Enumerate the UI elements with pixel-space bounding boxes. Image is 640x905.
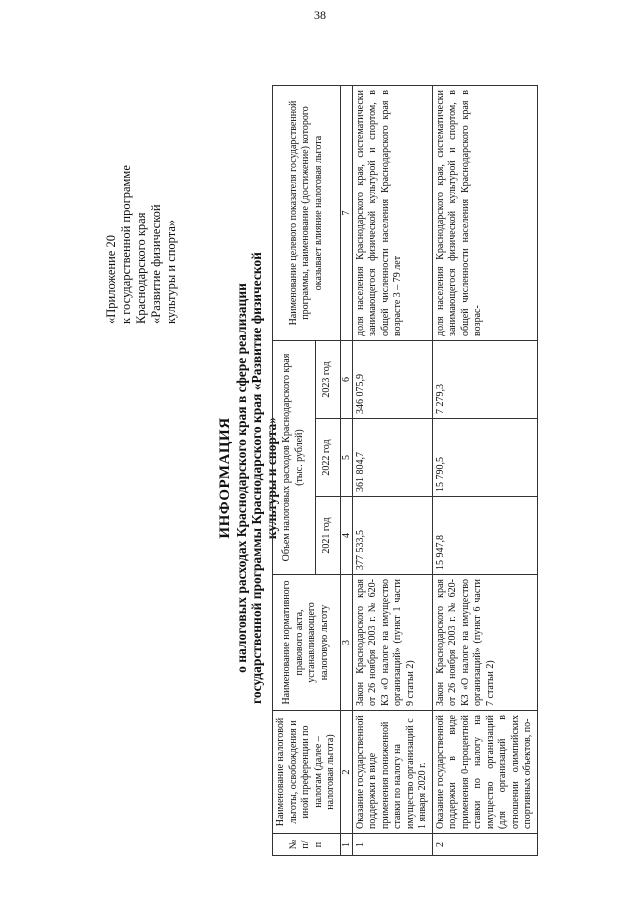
heading-line: культуры и спорта» <box>264 416 279 540</box>
benefit-name: Оказание государственной поддержки в виде применения 0-процентной ставки по налогу на имущество организаций (для организаций в отношении олимпийских спортивных объектов, по- <box>432 711 537 834</box>
document-heading <box>218 218 279 738</box>
table-row <box>432 86 537 856</box>
legal-act: Закон Краснодарского края от 26 ноября 2003 г. № 620-КЗ «О налоге на имущество организаций» (пункт 1 части 9 статьи 2) <box>352 575 432 711</box>
header-volume: Объем налоговых расходов Краснодарского края (тыс. рублей) <box>273 341 316 575</box>
appendix-note <box>104 84 179 324</box>
column-number: 4 <box>340 497 352 575</box>
column-number-row <box>340 86 352 856</box>
value-2023: 346 075,9 <box>352 341 432 419</box>
table-header-row <box>273 86 316 856</box>
value-2022: 361 804,7 <box>352 419 432 497</box>
benefit-name: Оказание государственной поддержки в виде применения пониженной ставки по налогу на имущество организаций с 1 января 2020 г. <box>352 711 432 834</box>
value-2022: 15 790,5 <box>432 419 537 497</box>
header-legal-act: Наименование нормативного правового акта, устанавливающего налоговую льготу <box>273 575 341 711</box>
header-num: № п/п <box>273 834 341 856</box>
heading-line: о налоговых расходах Краснодарского края в сфере реализации <box>234 283 249 673</box>
heading-line: государственной программы Краснодарского края «Развитие физической <box>249 252 264 704</box>
appendix-line: «Приложение 20 <box>104 235 118 324</box>
page-number: 38 <box>314 8 326 22</box>
column-number: 6 <box>340 341 352 419</box>
appendix-line: культуры и спорта» <box>164 219 178 324</box>
column-number: 3 <box>340 575 352 711</box>
table-row <box>352 86 432 856</box>
column-number: 2 <box>340 711 352 834</box>
value-2021: 15 947,8 <box>432 497 537 575</box>
column-number: 1 <box>340 834 352 856</box>
row-num: 1 <box>352 834 432 856</box>
column-number: 7 <box>340 86 352 341</box>
legal-act: Закон Краснодарского края от 26 ноября 2003 г. № 620-КЗ «О налоге на имущество организаций» (пункт 6 части 7 статьи 2) <box>432 575 537 711</box>
row-num: 2 <box>432 834 537 856</box>
target-indicator: доля населения Краснодарского края, систематически занимающегося физической культурой и спортом, в общей численности населения Краснодарского края в возрасте 3 – 79 лет <box>352 86 432 341</box>
header-year: 2022 год <box>315 419 340 497</box>
column-number: 5 <box>340 419 352 497</box>
tax-expenditures-table <box>272 85 538 856</box>
header-year: 2023 год <box>315 341 340 419</box>
header-year: 2021 год <box>315 497 340 575</box>
rotated-page-content <box>92 78 622 878</box>
appendix-line: к государственной программе <box>119 165 133 324</box>
value-2023: 7 279,3 <box>432 341 537 419</box>
value-2021: 377 533,5 <box>352 497 432 575</box>
document-title: ИНФОРМАЦИЯ <box>217 417 233 539</box>
appendix-line: «Развитие физической <box>149 204 163 324</box>
target-indicator: доля населения Краснодарского края, систематически занимающегося физической культурой и спортом, в общей численности населения Краснодарского края в возрас- <box>432 86 537 341</box>
header-benefit-name: Наименование налоговой льготы, освобождения и иной преференции по налогам (далее – налоговая льгота) <box>273 711 341 834</box>
header-indicator: Наименование целевого показателя государственной программы, наименование (достижение) которого оказывает влияние налоговая льгота <box>273 86 341 341</box>
appendix-line: Краснодарского края <box>134 212 148 324</box>
